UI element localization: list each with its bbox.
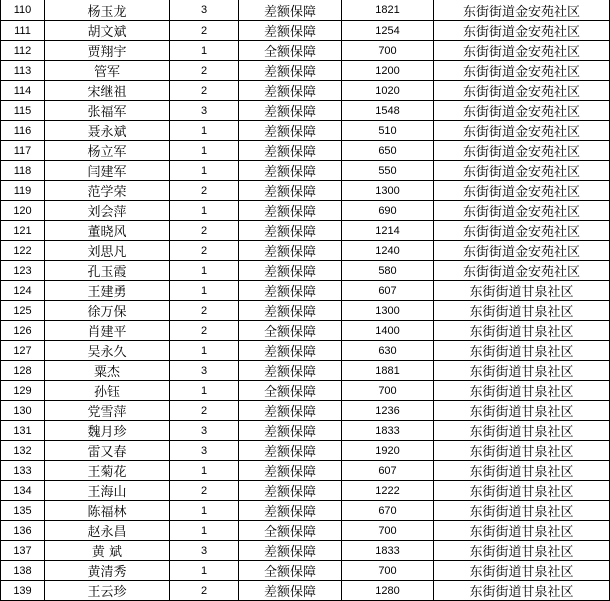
amount-cell: 1833	[342, 421, 434, 441]
amount-cell: 1240	[342, 241, 434, 261]
name-cell: 徐万保	[45, 301, 170, 321]
community-cell: 东街街道甘泉社区	[434, 501, 610, 521]
row-number-cell: 116	[1, 121, 45, 141]
amount-cell: 580	[342, 261, 434, 281]
guarantee-type-cell: 全额保障	[239, 41, 342, 61]
amount-cell: 1400	[342, 321, 434, 341]
name-cell: 张福军	[45, 101, 170, 121]
amount-cell: 1254	[342, 21, 434, 41]
household-count-cell: 2	[170, 181, 239, 201]
name-cell: 肖建平	[45, 321, 170, 341]
amount-cell: 1300	[342, 301, 434, 321]
name-cell: 王建勇	[45, 281, 170, 301]
amount-cell: 510	[342, 121, 434, 141]
name-cell: 孔玉霞	[45, 261, 170, 281]
row-number-cell: 127	[1, 341, 45, 361]
table-row	[1, 41, 610, 61]
name-cell: 管军	[45, 61, 170, 81]
guarantee-type-cell: 差额保障	[239, 241, 342, 261]
table-row	[1, 541, 610, 561]
table-row	[1, 121, 610, 141]
name-cell: 党雪萍	[45, 401, 170, 421]
household-count-cell: 1	[170, 381, 239, 401]
row-number-cell: 128	[1, 361, 45, 381]
row-number-cell: 123	[1, 261, 45, 281]
name-cell: 孙钰	[45, 381, 170, 401]
name-cell: 陈福林	[45, 501, 170, 521]
household-count-cell: 3	[170, 101, 239, 121]
table-row	[1, 301, 610, 321]
name-cell: 黄清秀	[45, 561, 170, 581]
community-cell: 东街街道金安苑社区	[434, 221, 610, 241]
guarantee-type-cell: 差额保障	[239, 501, 342, 521]
community-cell: 东街街道甘泉社区	[434, 481, 610, 501]
household-count-cell: 1	[170, 121, 239, 141]
table-row	[1, 261, 610, 281]
guarantee-type-cell: 差额保障	[239, 141, 342, 161]
row-number-cell: 130	[1, 401, 45, 421]
community-cell: 东街街道甘泉社区	[434, 381, 610, 401]
amount-cell: 607	[342, 461, 434, 481]
row-number-cell: 133	[1, 461, 45, 481]
row-number-cell: 137	[1, 541, 45, 561]
table-row	[1, 481, 610, 501]
table-row	[1, 521, 610, 541]
community-cell: 东街街道甘泉社区	[434, 321, 610, 341]
household-count-cell: 2	[170, 301, 239, 321]
row-number-cell: 112	[1, 41, 45, 61]
table-row	[1, 161, 610, 181]
community-cell: 东街街道甘泉社区	[434, 581, 610, 601]
row-number-cell: 119	[1, 181, 45, 201]
amount-cell: 607	[342, 281, 434, 301]
household-count-cell: 1	[170, 341, 239, 361]
amount-cell: 690	[342, 201, 434, 221]
amount-cell: 630	[342, 341, 434, 361]
row-number-cell: 124	[1, 281, 45, 301]
table-row	[1, 401, 610, 421]
community-cell: 东街街道甘泉社区	[434, 281, 610, 301]
guarantee-type-cell: 全额保障	[239, 561, 342, 581]
row-number-cell: 125	[1, 301, 45, 321]
amount-cell: 1833	[342, 541, 434, 561]
name-cell: 范学荣	[45, 181, 170, 201]
household-count-cell: 1	[170, 501, 239, 521]
community-cell: 东街街道甘泉社区	[434, 461, 610, 481]
community-cell: 东街街道甘泉社区	[434, 361, 610, 381]
household-count-cell: 1	[170, 161, 239, 181]
community-cell: 东街街道金安苑社区	[434, 121, 610, 141]
community-cell: 东街街道金安苑社区	[434, 201, 610, 221]
row-number-cell: 139	[1, 581, 45, 601]
household-count-cell: 3	[170, 361, 239, 381]
guarantee-type-cell: 差额保障	[239, 281, 342, 301]
name-cell: 刘会萍	[45, 201, 170, 221]
name-cell: 魏月珍	[45, 421, 170, 441]
guarantee-type-cell: 差额保障	[239, 221, 342, 241]
household-count-cell: 2	[170, 21, 239, 41]
community-cell: 东街街道甘泉社区	[434, 441, 610, 461]
name-cell: 贾翔宇	[45, 41, 170, 61]
name-cell: 聂永斌	[45, 121, 170, 141]
table-row	[1, 501, 610, 521]
community-cell: 东街街道金安苑社区	[434, 21, 610, 41]
household-count-cell: 2	[170, 481, 239, 501]
guarantee-type-cell: 差额保障	[239, 0, 342, 21]
community-cell: 东街街道甘泉社区	[434, 301, 610, 321]
row-number-cell: 134	[1, 481, 45, 501]
name-cell: 王菊花	[45, 461, 170, 481]
row-number-cell: 111	[1, 21, 45, 41]
table-row	[1, 221, 610, 241]
community-cell: 东街街道金安苑社区	[434, 101, 610, 121]
name-cell: 王海山	[45, 481, 170, 501]
table-row	[1, 201, 610, 221]
guarantee-type-cell: 全额保障	[239, 321, 342, 341]
table-row	[1, 561, 610, 581]
amount-cell: 1881	[342, 361, 434, 381]
amount-cell: 1236	[342, 401, 434, 421]
table-row	[1, 461, 610, 481]
name-cell: 杨立军	[45, 141, 170, 161]
community-cell: 东街街道金安苑社区	[434, 261, 610, 281]
guarantee-type-cell: 差额保障	[239, 581, 342, 601]
table-row	[1, 0, 610, 21]
amount-cell: 1821	[342, 0, 434, 21]
community-cell: 东街街道金安苑社区	[434, 161, 610, 181]
amount-cell: 550	[342, 161, 434, 181]
household-count-cell: 2	[170, 61, 239, 81]
guarantee-type-cell: 差额保障	[239, 421, 342, 441]
amount-cell: 1214	[342, 221, 434, 241]
household-count-cell: 1	[170, 201, 239, 221]
row-number-cell: 138	[1, 561, 45, 581]
table-row	[1, 441, 610, 461]
table-row	[1, 581, 610, 601]
guarantee-type-cell: 差额保障	[239, 481, 342, 501]
amount-cell: 1020	[342, 81, 434, 101]
row-number-cell: 136	[1, 521, 45, 541]
community-cell: 东街街道甘泉社区	[434, 341, 610, 361]
community-cell: 东街街道甘泉社区	[434, 561, 610, 581]
household-count-cell: 1	[170, 461, 239, 481]
table-row	[1, 141, 610, 161]
name-cell: 董晓风	[45, 221, 170, 241]
row-number-cell: 129	[1, 381, 45, 401]
table-row	[1, 101, 610, 121]
guarantee-type-cell: 差额保障	[239, 61, 342, 81]
guarantee-type-cell: 差额保障	[239, 181, 342, 201]
name-cell: 杨玉龙	[45, 0, 170, 21]
household-count-cell: 3	[170, 0, 239, 21]
name-cell: 王云珍	[45, 581, 170, 601]
row-number-cell: 118	[1, 161, 45, 181]
row-number-cell: 121	[1, 221, 45, 241]
guarantee-type-cell: 差额保障	[239, 121, 342, 141]
row-number-cell: 113	[1, 61, 45, 81]
amount-cell: 1920	[342, 441, 434, 461]
guarantee-type-cell: 差额保障	[239, 101, 342, 121]
row-number-cell: 122	[1, 241, 45, 261]
amount-cell: 670	[342, 501, 434, 521]
community-cell: 东街街道金安苑社区	[434, 41, 610, 61]
community-cell: 东街街道甘泉社区	[434, 521, 610, 541]
name-cell: 雷又春	[45, 441, 170, 461]
community-cell: 东街街道金安苑社区	[434, 181, 610, 201]
amount-cell: 1548	[342, 101, 434, 121]
household-count-cell: 1	[170, 521, 239, 541]
amount-cell: 700	[342, 41, 434, 61]
name-cell: 吴永久	[45, 341, 170, 361]
guarantee-type-cell: 差额保障	[239, 541, 342, 561]
household-count-cell: 2	[170, 321, 239, 341]
household-count-cell: 2	[170, 401, 239, 421]
guarantee-type-cell: 差额保障	[239, 401, 342, 421]
name-cell: 粟杰	[45, 361, 170, 381]
table-row	[1, 361, 610, 381]
amount-cell: 700	[342, 521, 434, 541]
name-cell: 刘思凡	[45, 241, 170, 261]
household-count-cell: 2	[170, 581, 239, 601]
name-cell: 黄 斌	[45, 541, 170, 561]
community-cell: 东街街道金安苑社区	[434, 81, 610, 101]
guarantee-type-cell: 全额保障	[239, 381, 342, 401]
table-row	[1, 241, 610, 261]
table-row	[1, 341, 610, 361]
community-cell: 东街街道金安苑社区	[434, 241, 610, 261]
guarantee-type-cell: 差额保障	[239, 301, 342, 321]
household-count-cell: 3	[170, 421, 239, 441]
household-count-cell: 1	[170, 261, 239, 281]
household-count-cell: 3	[170, 541, 239, 561]
table-row	[1, 421, 610, 441]
household-count-cell: 1	[170, 141, 239, 161]
guarantee-type-cell: 全额保障	[239, 521, 342, 541]
household-count-cell: 3	[170, 441, 239, 461]
guarantee-type-cell: 差额保障	[239, 341, 342, 361]
guarantee-type-cell: 差额保障	[239, 441, 342, 461]
row-number-cell: 131	[1, 421, 45, 441]
amount-cell: 1280	[342, 581, 434, 601]
guarantee-type-cell: 差额保障	[239, 161, 342, 181]
row-number-cell: 135	[1, 501, 45, 521]
table-row	[1, 281, 610, 301]
household-count-cell: 1	[170, 41, 239, 61]
guarantee-type-cell: 差额保障	[239, 361, 342, 381]
household-count-cell: 2	[170, 221, 239, 241]
table-row	[1, 21, 610, 41]
row-number-cell: 120	[1, 201, 45, 221]
community-cell: 东街街道金安苑社区	[434, 61, 610, 81]
amount-cell: 700	[342, 381, 434, 401]
table-row	[1, 381, 610, 401]
community-cell: 东街街道金安苑社区	[434, 141, 610, 161]
guarantee-type-cell: 差额保障	[239, 261, 342, 281]
table-row	[1, 181, 610, 201]
household-count-cell: 2	[170, 241, 239, 261]
amount-cell: 650	[342, 141, 434, 161]
amount-cell: 1300	[342, 181, 434, 201]
community-cell: 东街街道甘泉社区	[434, 421, 610, 441]
row-number-cell: 132	[1, 441, 45, 461]
name-cell: 宋继祖	[45, 81, 170, 101]
household-count-cell: 1	[170, 281, 239, 301]
row-number-cell: 110	[1, 0, 45, 21]
amount-cell: 1200	[342, 61, 434, 81]
name-cell: 赵永昌	[45, 521, 170, 541]
table-row	[1, 61, 610, 81]
community-cell: 东街街道甘泉社区	[434, 541, 610, 561]
amount-cell: 1222	[342, 481, 434, 501]
name-cell: 闫建军	[45, 161, 170, 181]
row-number-cell: 126	[1, 321, 45, 341]
row-number-cell: 117	[1, 141, 45, 161]
guarantee-type-cell: 差额保障	[239, 21, 342, 41]
row-number-cell: 115	[1, 101, 45, 121]
name-cell: 胡文斌	[45, 21, 170, 41]
guarantee-type-cell: 差额保障	[239, 461, 342, 481]
household-count-cell: 1	[170, 561, 239, 581]
table-body	[1, 0, 610, 601]
community-cell: 东街街道金安苑社区	[434, 0, 610, 21]
table-row	[1, 321, 610, 341]
household-count-cell: 2	[170, 81, 239, 101]
amount-cell: 700	[342, 561, 434, 581]
guarantee-type-cell: 差额保障	[239, 201, 342, 221]
guarantee-type-cell: 差额保障	[239, 81, 342, 101]
table-row	[1, 81, 610, 101]
row-number-cell: 114	[1, 81, 45, 101]
community-cell: 东街街道甘泉社区	[434, 401, 610, 421]
